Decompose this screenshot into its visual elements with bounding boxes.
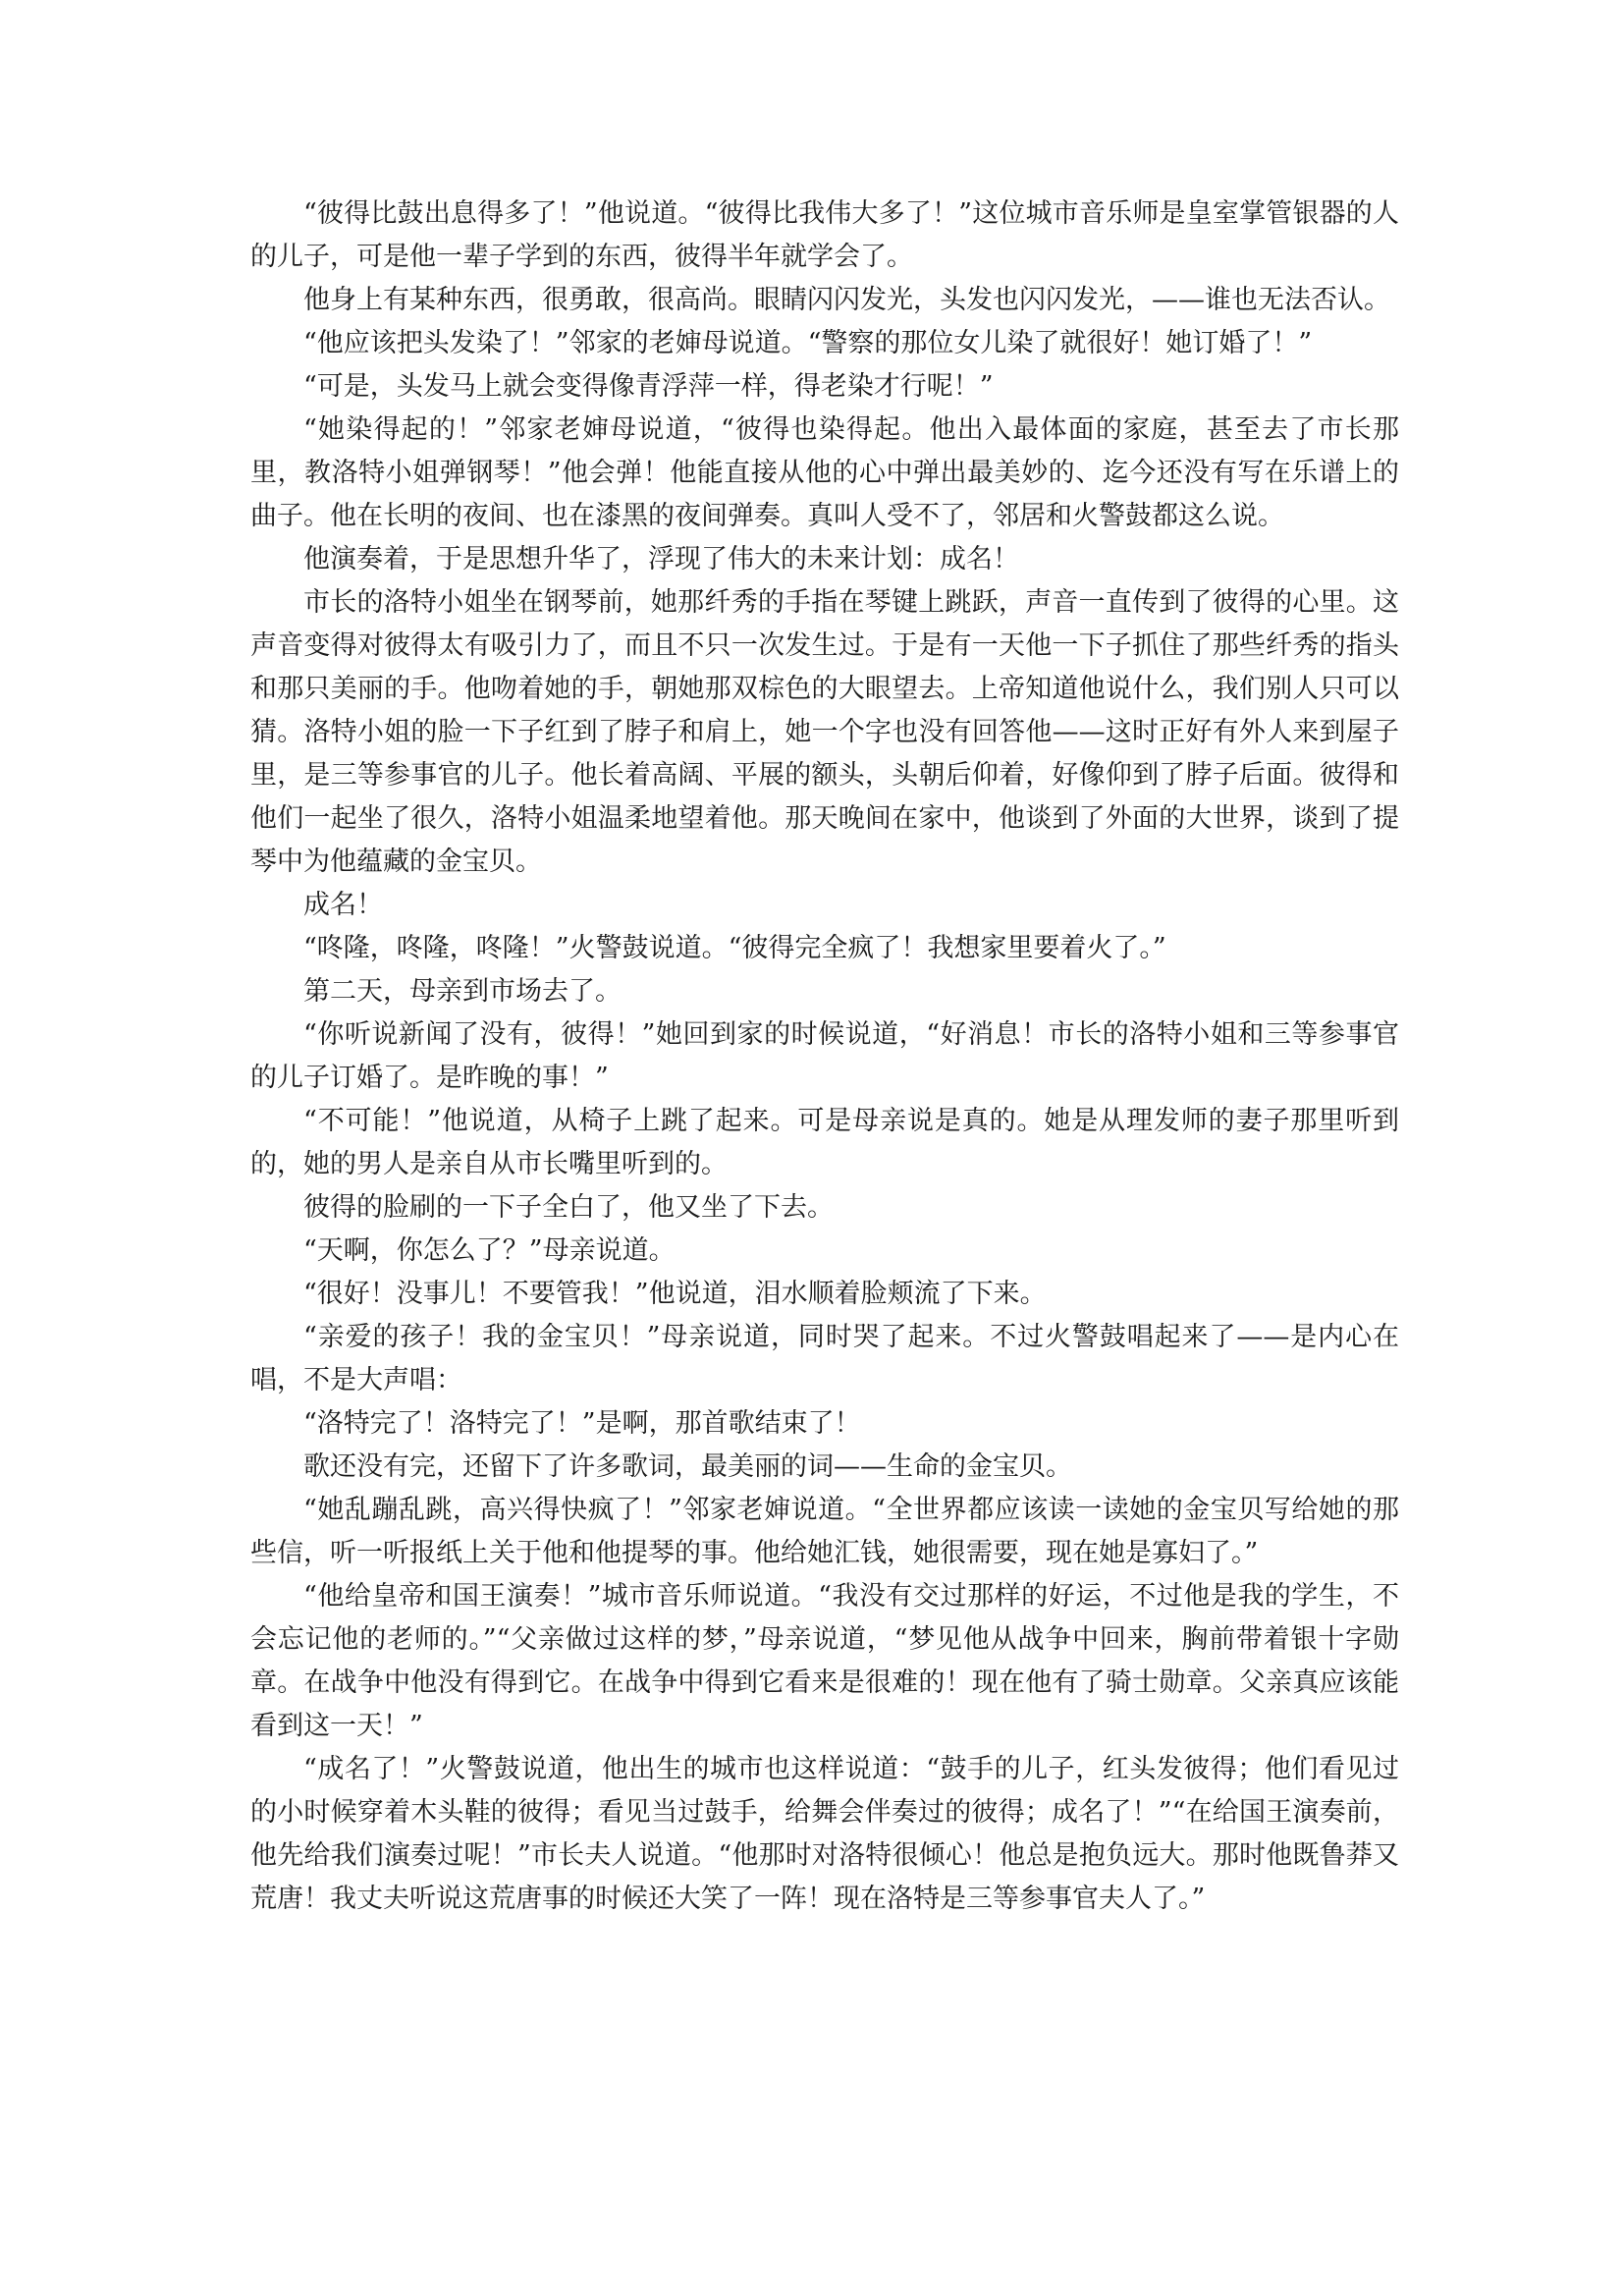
paragraph: “你听说新闻了没有，彼得！”她回到家的时候说道，“好消息！市长的洛特小姐和三等参事官的儿子订婚了。是昨晚的事！” bbox=[250, 1019, 1399, 1093]
paragraph: 成名！ bbox=[303, 890, 383, 920]
document-body bbox=[250, 192, 1399, 1921]
paragraph: 彼得的脸刷的一下子全白了，他又坐了下去。 bbox=[303, 1192, 834, 1223]
paragraph: “很好！没事儿！不要管我！”他说道，泪水顺着脸颊流了下来。 bbox=[303, 1279, 1047, 1309]
paragraph: 他身上有某种东西，很勇敢，很高尚。眼睛闪闪发光，头发也闪闪发光，——谁也无法否认。 bbox=[303, 285, 1390, 315]
paragraph: “他应该把头发染了！”邻家的老婶母说道。“警察的那位女儿染了就很好！她订婚了！” bbox=[303, 328, 1313, 358]
paragraph: “咚隆，咚隆，咚隆！”火警鼓说道。“彼得完全疯了！我想家里要着火了。” bbox=[303, 933, 1166, 963]
paragraph: 第二天，母亲到市场去了。 bbox=[303, 976, 622, 1007]
paragraph: 市长的洛特小姐坐在钢琴前，她那纤秀的手指在琴键上跳跃，声音一直传到了彼得的心里。这声音变得对彼得太有吸引力了，而且不只一次发生过。于是有一天他一下子抓住了那些纤秀的指头和那只美丽的手。他吻着她的手，朝她那双棕色的大眼望去。上帝知道他说什么，我们别人只可以猜。洛特小姐的脸一下子红到了脖子和肩上，她一个字也没有回答他——这时正好有外人来到屋子里，是三等参事官的儿子。他长着高阔、平展的额头，头朝后仰着，好像仰到了脖子后面。彼得和他们一起坐了很久，洛特小姐温柔地望着他。那天晚间在家中，他谈到了外面的大世界，谈到了提琴中为他蕴藏的金宝贝。 bbox=[250, 587, 1399, 877]
paragraph: “不可能！”他说道，从椅子上跳了起来。可是母亲说是真的。她是从理发师的妻子那里听到的，她的男人是亲自从市长嘴里听到的。 bbox=[250, 1106, 1399, 1179]
paragraph: “亲爱的孩子！我的金宝贝！”母亲说道，同时哭了起来。不过火警鼓唱起来了——是内心在唱，不是大声唱： bbox=[250, 1322, 1399, 1395]
paragraph: “洛特完了！洛特完了！”是啊，那首歌结束了！ bbox=[303, 1408, 861, 1439]
paragraph: “可是，头发马上就会变得像青浮萍一样，得老染才行呢！” bbox=[303, 371, 994, 402]
paragraph: “她乱蹦乱跳，高兴得快疯了！”邻家老婶说道。“全世界都应该读一读她的金宝贝写给她的那些信，听一听报纸上关于他和他提琴的事。他给她汇钱，她很需要，现在她是寡妇了。” bbox=[250, 1495, 1399, 1568]
paragraph: “彼得比鼓出息得多了！”他说道。“彼得比我伟大多了！”这位城市音乐师是皇室掌管银器的人的儿子，可是他一辈子学到的东西，彼得半年就学会了。 bbox=[250, 198, 1399, 272]
paragraph: 歌还没有完，还留下了许多歌词，最美丽的词——生命的金宝贝。 bbox=[303, 1451, 1072, 1482]
paragraph: “他给皇帝和国王演奏！”城市音乐师说道。“我没有交过那样的好运，不过他是我的学生，不会忘记他的老师的。”“父亲做过这样的梦，”母亲说道，“梦见他从战争中回来，胸前带着银十字勋章。在战争中他没有得到它。在战争中得到它看来是很难的！现在他有了骑士勋章。父亲真应该能看到这一天！” bbox=[250, 1581, 1399, 1741]
paragraph: “她染得起的！”邻家老婶母说道，“彼得也染得起。他出入最体面的家庭，甚至去了市长那里，教洛特小姐弹钢琴！”他会弹！他能直接从他的心中弹出最美妙的、迄今还没有写在乐谱上的曲子。他在长明的夜间、也在漆黑的夜间弹奏。真叫人受不了，邻居和火警鼓都这么说。 bbox=[250, 414, 1399, 531]
paragraph: “天啊，你怎么了？”母亲说道。 bbox=[303, 1235, 676, 1266]
paragraph: 他演奏着，于是思想升华了，浮现了伟大的未来计划：成名！ bbox=[303, 544, 1019, 574]
paragraph: “成名了！”火警鼓说道，他出生的城市也这样说道：“鼓手的儿子，红头发彼得；他们看见过的小时候穿着木头鞋的彼得；看见当过鼓手，给舞会伴奏过的彼得；成名了！”“在给国王演奏前，他先给我们演奏过呢！”市长夫人说道。“他那时对洛特很倾心！他总是抱负远大。那时他既鲁莽又荒唐！我丈夫听说这荒唐事的时候还大笑了一阵！现在洛特是三等参事官夫人了。” bbox=[250, 1754, 1399, 1914]
